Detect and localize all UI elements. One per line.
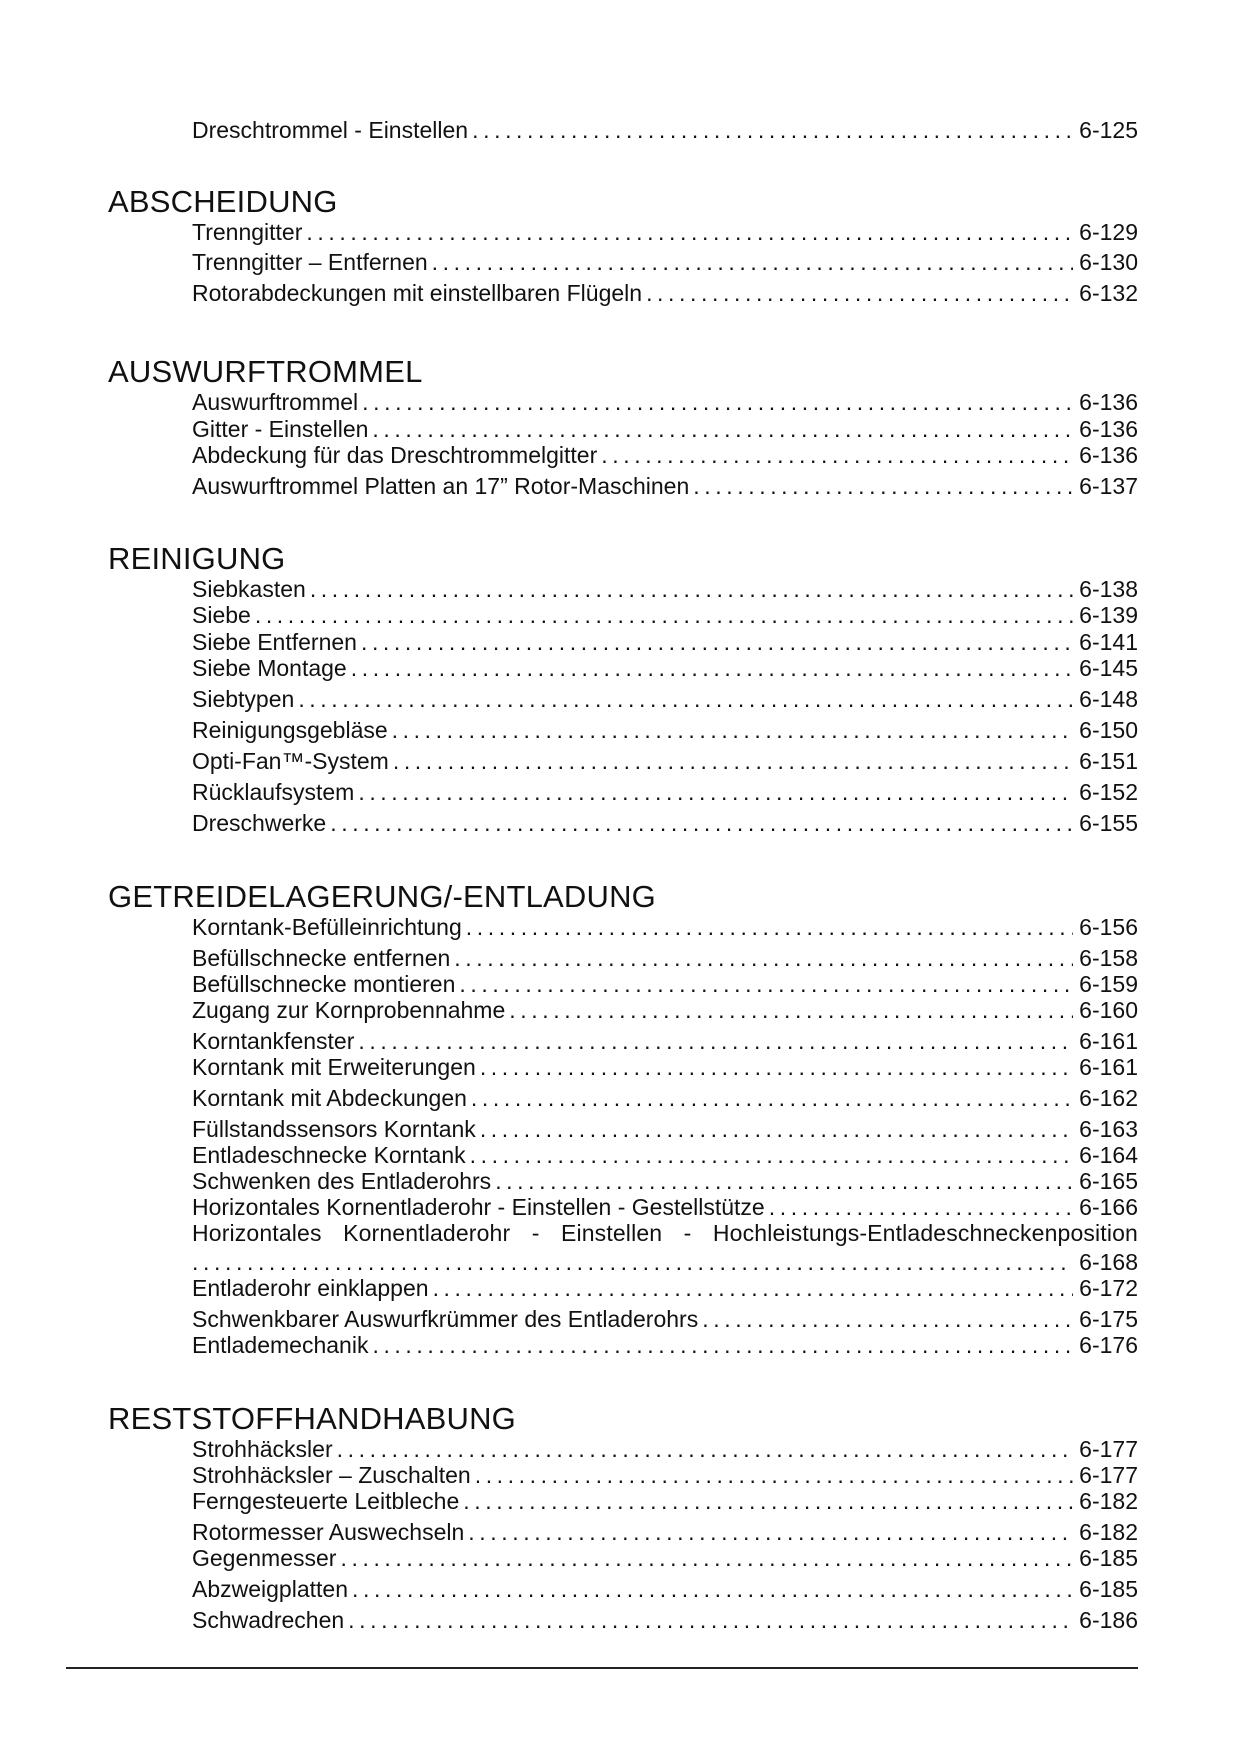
toc-entry[interactable] xyxy=(192,575,1138,603)
toc-entry-page: 6-125 xyxy=(1079,117,1138,143)
toc-entry-page: 6-176 xyxy=(1079,1332,1138,1358)
toc-entry-page: 6-139 xyxy=(1079,602,1138,628)
toc-entry-label: Füllstandssensors Korntank xyxy=(192,1116,476,1142)
leader-dots xyxy=(509,996,1073,1024)
leader-dots xyxy=(393,747,1073,775)
toc-entry-page: 6-132 xyxy=(1079,280,1138,306)
leader-dots xyxy=(702,1305,1073,1333)
toc-entry-label: Rücklaufsystem xyxy=(192,779,355,805)
toc-entry-label: Befüllschnecke entfernen xyxy=(192,945,451,971)
toc-entry-label: Ferngesteuerte Leitbleche xyxy=(192,1488,460,1514)
toc-entry-page: 6-158 xyxy=(1079,945,1138,971)
leader-dots xyxy=(337,1435,1074,1463)
leader-dots xyxy=(372,415,1073,443)
toc-entry[interactable] xyxy=(192,996,1138,1024)
leader-dots xyxy=(362,388,1073,416)
section-heading: GETREIDELAGERUNG/-ENTLADUNG xyxy=(108,879,656,914)
toc-entry-page: 6-136 xyxy=(1079,416,1138,442)
toc-entry-label: Strohhäcksler – Zuschalten xyxy=(192,1462,471,1488)
toc-entry-label: Reinigungsgebläse xyxy=(192,717,388,743)
toc-entry[interactable] xyxy=(192,1274,1138,1302)
leader-dots xyxy=(472,116,1073,144)
toc-entry-page: 6-159 xyxy=(1079,971,1138,997)
toc-entry-page: 6-130 xyxy=(1079,249,1138,275)
toc-entry-label: Schwenkbarer Auswurfkrümmer des Entladerohrs xyxy=(192,1306,699,1332)
toc-entry-wrapped-line[interactable] xyxy=(192,1219,1138,1247)
toc-entry[interactable] xyxy=(192,1606,1138,1634)
toc-entry-page: 6-172 xyxy=(1079,1275,1138,1301)
toc-entry-label: Horizontales Kornentladerohr - Einstellen - Hochleistungs-Entladeschneckenposition xyxy=(192,1220,1138,1246)
leader-dots xyxy=(358,778,1073,806)
footer-divider xyxy=(66,1667,1138,1669)
toc-entry-page: 6-185 xyxy=(1079,1545,1138,1571)
toc-entry[interactable] xyxy=(192,913,1138,941)
toc-entry[interactable] xyxy=(192,472,1138,500)
leader-dots xyxy=(646,279,1073,307)
toc-entry-page: 6-136 xyxy=(1079,389,1138,415)
toc-entry-label: Entladerohr einklappen xyxy=(192,1275,429,1301)
leader-dots xyxy=(192,1248,1073,1276)
toc-entry[interactable] xyxy=(192,970,1138,998)
toc-entry[interactable] xyxy=(192,1084,1138,1112)
toc-entry-page: 6-168 xyxy=(1079,1249,1138,1275)
toc-entry-page: 6-165 xyxy=(1079,1168,1138,1194)
toc-entry-page: 6-166 xyxy=(1079,1194,1138,1220)
toc-entry-label: Korntank mit Abdeckungen xyxy=(192,1085,467,1111)
toc-entry-label: Trenngitter xyxy=(192,219,303,245)
leader-dots xyxy=(471,1084,1073,1112)
leader-dots xyxy=(358,1027,1073,1055)
toc-entry-label: Korntankfenster xyxy=(192,1028,355,1054)
toc-entry-page: 6-161 xyxy=(1079,1054,1138,1080)
toc-entry-page: 6-177 xyxy=(1079,1462,1138,1488)
toc-entry-label: Opti-Fan™-System xyxy=(192,748,389,774)
leader-dots xyxy=(466,913,1073,941)
toc-entry-label: Entlademechanik xyxy=(192,1332,369,1358)
leader-dots xyxy=(306,218,1073,246)
toc-entry-page: 6-136 xyxy=(1079,442,1138,468)
toc-entry-label: Schwenken des Entladerohrs xyxy=(192,1168,492,1194)
toc-entry-label: Korntank-Befülleinrichtung xyxy=(192,914,462,940)
toc-entry[interactable] xyxy=(192,1435,1138,1463)
toc-entry-label: Rotormesser Auswechseln xyxy=(192,1519,465,1545)
toc-entry[interactable] xyxy=(192,944,1138,972)
leader-dots xyxy=(330,809,1073,837)
toc-entry[interactable] xyxy=(192,415,1138,443)
toc-entry[interactable] xyxy=(192,1461,1138,1489)
toc-entry-label: Gitter - Einstellen xyxy=(192,416,369,442)
toc-entry-label: Abdeckung für das Dreschtrommelgitter xyxy=(192,442,598,468)
leader-dots xyxy=(432,248,1074,276)
toc-entry[interactable] xyxy=(192,1544,1138,1572)
toc-entry-continuation[interactable] xyxy=(192,1248,1138,1276)
toc-entry[interactable] xyxy=(192,279,1138,307)
toc-entry[interactable] xyxy=(192,218,1138,246)
toc-entry-label: Dreschwerke xyxy=(192,810,327,836)
toc-entry[interactable] xyxy=(192,809,1138,837)
toc-entry-label: Dreschtrommel - Einstellen xyxy=(192,117,469,143)
toc-entry[interactable] xyxy=(192,1575,1138,1603)
toc-entry[interactable] xyxy=(192,778,1138,806)
leader-dots xyxy=(352,1575,1073,1603)
toc-entry[interactable] xyxy=(192,654,1138,682)
leader-dots xyxy=(348,1606,1073,1634)
toc-entry-label: Auswurftrommel Platten an 17” Rotor-Maschinen xyxy=(192,473,690,499)
toc-entry-label: Befüllschnecke montieren xyxy=(192,971,456,997)
toc-entry-label: Trenngitter – Entfernen xyxy=(192,249,428,275)
toc-entry[interactable] xyxy=(192,1331,1138,1359)
leader-dots xyxy=(470,1141,1074,1169)
leader-dots xyxy=(480,1115,1073,1143)
leader-dots xyxy=(475,1461,1073,1489)
toc-entry[interactable] xyxy=(192,388,1138,416)
toc-entry-page: 6-152 xyxy=(1079,779,1138,805)
toc-entry[interactable] xyxy=(192,1167,1138,1195)
toc-entry-page: 6-161 xyxy=(1079,1028,1138,1054)
section-heading: REINIGUNG xyxy=(108,541,286,576)
leader-dots xyxy=(495,1167,1073,1195)
toc-entry-label: Zugang zur Kornprobennahme xyxy=(192,997,506,1023)
toc-entry-label: Siebtypen xyxy=(192,686,295,712)
leader-dots xyxy=(351,654,1073,682)
toc-entry-page: 6-129 xyxy=(1079,219,1138,245)
toc-entry-label: Horizontales Kornentladerohr - Einstellen - Gestellstütze xyxy=(192,1194,765,1220)
leader-dots xyxy=(361,628,1073,656)
toc-entry[interactable] xyxy=(192,1141,1138,1169)
leader-dots xyxy=(433,1274,1074,1302)
toc-entry[interactable] xyxy=(192,1518,1138,1546)
toc-entry[interactable] xyxy=(192,1053,1138,1081)
toc-entry-label: Entladeschnecke Korntank xyxy=(192,1142,466,1168)
toc-entry-page: 6-148 xyxy=(1079,686,1138,712)
toc-entry-page: 6-141 xyxy=(1079,629,1138,655)
toc-entry-page: 6-186 xyxy=(1079,1607,1138,1633)
toc-entry-page: 6-155 xyxy=(1079,810,1138,836)
toc-entry-page: 6-164 xyxy=(1079,1142,1138,1168)
leader-dots xyxy=(468,1518,1073,1546)
toc-entry[interactable] xyxy=(192,601,1138,629)
leader-dots xyxy=(310,575,1073,603)
leader-dots xyxy=(392,716,1074,744)
section-heading: ABSCHEIDUNG xyxy=(108,184,338,219)
toc-entry[interactable] xyxy=(192,248,1138,276)
toc-entry-page: 6-182 xyxy=(1079,1519,1138,1545)
leader-dots xyxy=(459,970,1073,998)
toc-entry[interactable] xyxy=(192,628,1138,656)
toc-entry[interactable] xyxy=(192,1115,1138,1143)
toc-entry[interactable] xyxy=(192,685,1138,713)
toc-entry[interactable] xyxy=(192,1487,1138,1515)
toc-entry[interactable] xyxy=(192,1305,1138,1333)
toc-entry[interactable] xyxy=(192,716,1138,744)
toc-entry-page: 6-137 xyxy=(1079,473,1138,499)
toc-entry-label: Siebe Montage xyxy=(192,655,347,681)
toc-entry-label: Siebkasten xyxy=(192,576,306,602)
toc-entry-page: 6-151 xyxy=(1079,748,1138,774)
toc-entry-page: 6-185 xyxy=(1079,1576,1138,1602)
leader-dots xyxy=(340,1544,1073,1572)
toc-entry-page: 6-156 xyxy=(1079,914,1138,940)
toc-entry-page: 6-175 xyxy=(1079,1306,1138,1332)
toc-entry[interactable] xyxy=(192,116,1138,144)
toc-entry-page: 6-177 xyxy=(1079,1436,1138,1462)
leader-dots xyxy=(372,1331,1073,1359)
toc-entry-label: Schwadrechen xyxy=(192,1607,345,1633)
toc-entry-page: 6-145 xyxy=(1079,655,1138,681)
toc-entry-label: Korntank mit Erweiterungen xyxy=(192,1054,476,1080)
toc-entry-label: Rotorabdeckungen mit einstellbaren Flügeln xyxy=(192,280,643,306)
toc-entry-label: Gegenmesser xyxy=(192,1545,337,1571)
toc-entry-page: 6-138 xyxy=(1079,576,1138,602)
toc-entry[interactable] xyxy=(192,1193,1138,1221)
toc-entry-page: 6-163 xyxy=(1079,1116,1138,1142)
toc-entry-label: Abzweigplatten xyxy=(192,1576,348,1602)
leader-dots xyxy=(454,944,1073,972)
leader-dots xyxy=(463,1487,1073,1515)
toc-entry-label: Siebe Entfernen xyxy=(192,629,357,655)
toc-entry-page: 6-162 xyxy=(1079,1085,1138,1111)
leader-dots xyxy=(298,685,1073,713)
toc-entry-label: Siebe xyxy=(192,602,251,628)
section-heading: AUSWURFTROMMEL xyxy=(108,354,423,389)
leader-dots xyxy=(693,472,1073,500)
leader-dots xyxy=(480,1053,1073,1081)
leader-dots xyxy=(769,1193,1073,1221)
toc-entry-label: Strohhäcksler xyxy=(192,1436,333,1462)
toc-entry-label: Auswurftrommel xyxy=(192,389,359,415)
section-heading: RESTSTOFFHANDHABUNG xyxy=(108,1401,516,1436)
leader-dots xyxy=(255,601,1073,629)
toc-entry-page: 6-150 xyxy=(1079,717,1138,743)
toc-entry[interactable] xyxy=(192,747,1138,775)
toc-entry[interactable] xyxy=(192,1027,1138,1055)
toc-entry-page: 6-182 xyxy=(1079,1488,1138,1514)
toc-entry-page: 6-160 xyxy=(1079,997,1138,1023)
toc-entry[interactable] xyxy=(192,441,1138,469)
leader-dots xyxy=(601,441,1073,469)
